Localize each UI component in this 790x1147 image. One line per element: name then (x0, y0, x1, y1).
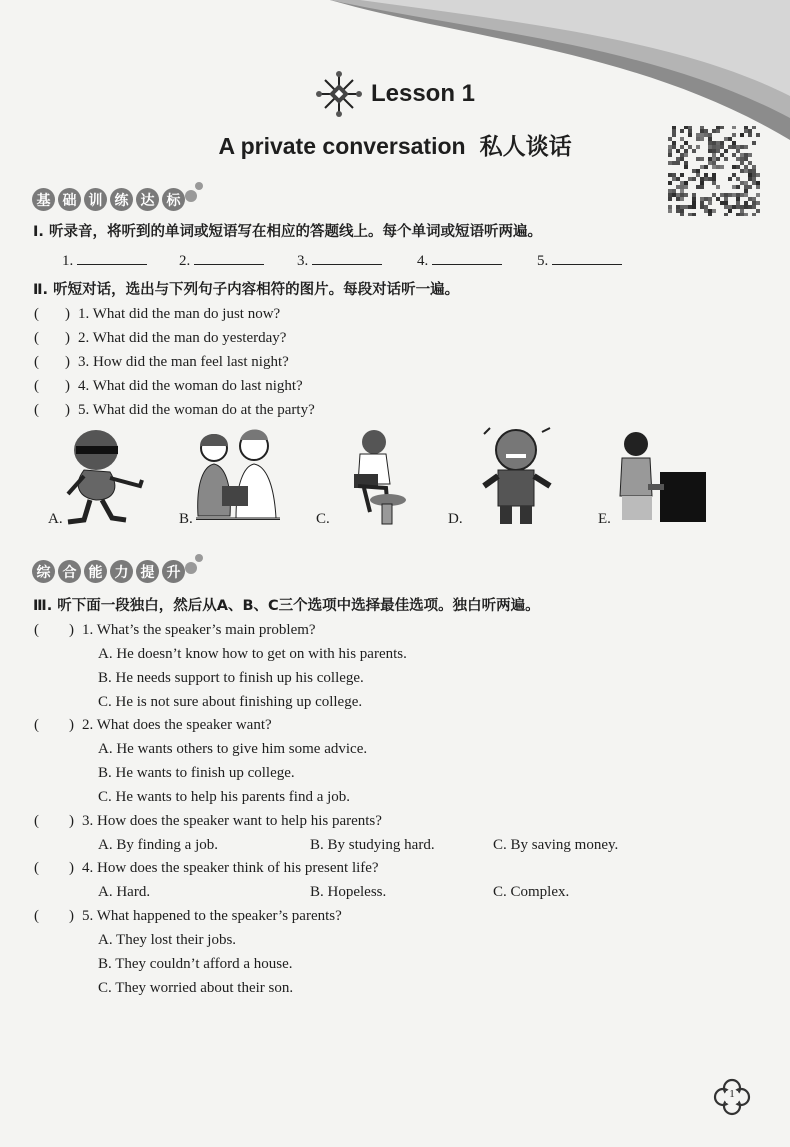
question-text: 5. What did the woman do at the party? (78, 402, 315, 418)
answer-paren[interactable]: ( ) (34, 813, 74, 829)
picture-label: D. (448, 511, 463, 527)
question-text: 4. What did the woman do last night? (78, 378, 303, 394)
picture-e-woman-playing-piano (612, 426, 708, 526)
picture-label: E. (598, 511, 611, 527)
answer-paren[interactable]: ( ) (34, 908, 74, 924)
option-text: C. He wants to help his parents find a job. (98, 789, 351, 805)
option-text: C. Complex. (493, 884, 570, 900)
picture-label: A. (48, 511, 63, 527)
badge-char: 基 (32, 188, 55, 211)
title-chinese: 私人谈话 (479, 134, 572, 160)
option-text: C. They worried about their son. (98, 980, 294, 996)
option-text: A. Hard. (98, 884, 151, 900)
question-text: 3. How does the speaker want to help his parents? (82, 813, 382, 829)
lesson-title: Lesson 1 (370, 80, 476, 107)
badge-char: 训 (84, 188, 107, 211)
question-text: 1. What did the man do just now? (78, 306, 281, 322)
title-english: A private conversation (218, 133, 466, 159)
badge-dots-decoration (181, 552, 205, 576)
question-text: 4. How does the speaker think of his present life? (82, 860, 379, 876)
picture-underline (196, 519, 280, 520)
badge-basic-training (32, 188, 205, 211)
picture-b-couple-with-gift (192, 426, 284, 526)
answer-paren[interactable]: ( ) (34, 306, 70, 322)
option-text: A. He wants others to give him some advice. (98, 741, 368, 757)
badge-char: 标 (162, 188, 185, 211)
badge-char: 综 (32, 560, 55, 583)
question-text: 5. What happened to the speaker’s parents? (82, 908, 342, 924)
answer-paren[interactable]: ( ) (34, 354, 70, 370)
badge-char: 能 (84, 560, 107, 583)
picture-d-angry-boy (478, 426, 556, 528)
badge-char: 达 (136, 188, 159, 211)
badge-advanced-skills (32, 560, 205, 583)
snowflake-icon (315, 70, 363, 118)
answer-blank[interactable]: 3. (297, 250, 382, 270)
option-text: B. Hopeless. (310, 884, 387, 900)
page-number: 1 (729, 1088, 735, 1100)
picture-c-boy-reading (340, 426, 408, 530)
option-text: B. He needs support to finish up his college. (98, 670, 364, 686)
answer-paren[interactable]: ( ) (34, 378, 70, 394)
badge-dots-decoration (181, 180, 205, 204)
answer-blank[interactable]: 2. (179, 250, 264, 270)
answer-paren[interactable]: ( ) (34, 860, 74, 876)
badge-char: 力 (110, 560, 133, 583)
option-text: A. By finding a job. (98, 837, 218, 853)
option-text: B. They couldn’t afford a house. (98, 956, 293, 972)
option-text: C. By saving money. (493, 837, 619, 853)
question-text: 3. How did the man feel last night? (78, 354, 289, 370)
qr-code[interactable] (668, 126, 760, 216)
option-text: C. He is not sure about finishing up college. (98, 694, 363, 710)
picture-a-dancing-man (62, 426, 148, 526)
answer-blank[interactable]: 4. (417, 250, 502, 270)
question-text: 1. What’s the speaker’s main problem? (82, 622, 316, 638)
answer-paren[interactable]: ( ) (34, 330, 70, 346)
badge-char: 提 (136, 560, 159, 583)
answer-blank[interactable]: 5. (537, 250, 622, 270)
section-2-heading: Ⅱ. 听短对话，选出与下列句子内容相符的图片。每段对话听一遍。 (33, 282, 460, 298)
badge-char: 练 (110, 188, 133, 211)
answer-blank[interactable]: 1. (62, 250, 147, 270)
question-text: 2. What does the speaker want? (82, 717, 272, 733)
question-text: 2. What did the man do yesterday? (78, 330, 287, 346)
section-3-heading: Ⅲ. 听下面一段独白，然后从A、B、C三个选项中选择最佳选项。独白听两遍。 (33, 598, 540, 614)
answer-paren[interactable]: ( ) (34, 622, 74, 638)
option-text: B. By studying hard. (310, 837, 435, 853)
picture-label: B. (179, 511, 193, 527)
section-1-heading: Ⅰ. 听录音，将听到的单词或短语写在相应的答题线上。每个单词或短语听两遍。 (33, 224, 542, 240)
badge-char: 升 (162, 560, 185, 583)
option-text: B. He wants to finish up college. (98, 765, 295, 781)
badge-char: 础 (58, 188, 81, 211)
badge-char: 合 (58, 560, 81, 583)
option-text: A. They lost their jobs. (98, 932, 237, 948)
answer-paren[interactable]: ( ) (34, 402, 70, 418)
option-text: A. He doesn’t know how to get on with his parents. (98, 646, 407, 662)
answer-paren[interactable]: ( ) (34, 717, 74, 733)
picture-label: C. (316, 511, 330, 527)
